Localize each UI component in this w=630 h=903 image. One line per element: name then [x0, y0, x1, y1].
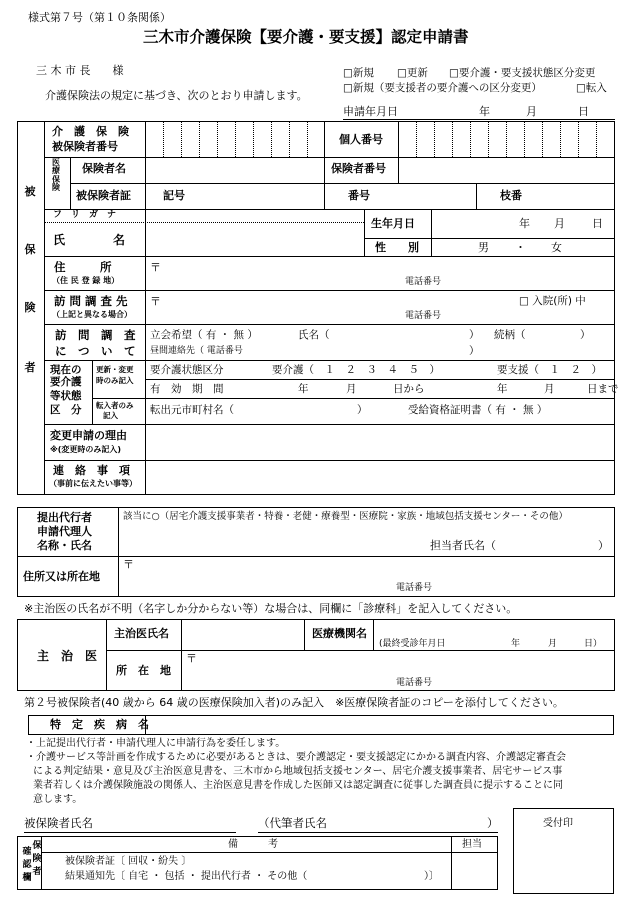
- survey-label: 訪 問 調 査: [55, 328, 136, 342]
- confirm-side-1: 確: [22, 847, 32, 857]
- result-destination[interactable]: 結果通知先〔 自宅 ・ 包括 ・ 提出代行者 ・ その他（: [65, 871, 308, 882]
- current-status-label-3: 等状態: [50, 390, 82, 402]
- consent-line-3: による判定結果・意見及び主治医意見書を、三木市から地域包括支援センター、居宅介護支援事業者、居宅サービス事: [33, 766, 563, 777]
- side-label-ken: 険: [24, 301, 36, 314]
- disease-label: 特 定 疾 病 名: [50, 718, 149, 731]
- consent-line-4: 業者若しくは介護保険施設の関係人、主治医意見書を作成した医師又は認定調査に従事した調査員に提示することに同: [33, 780, 563, 791]
- number-label: 番号: [348, 189, 370, 202]
- medical-side-label: 医療保険: [52, 158, 60, 193]
- care-need-options[interactable]: 要介護（ １ ２ ３ ４ ５ ）: [272, 364, 440, 376]
- doctor-phone: 電話番号: [396, 678, 433, 688]
- hospital-checkbox[interactable]: □ 入院(所) 中: [519, 295, 586, 307]
- last-visit-label: (最終受診年月日: [379, 639, 446, 649]
- certificate-option[interactable]: 受給資格証明書（ 有 ・ 無 ）: [408, 404, 548, 416]
- location-label: 所 在 地: [116, 664, 171, 677]
- validity-month-2: 月: [544, 383, 555, 395]
- doctor-name-label: 主治医氏名: [114, 627, 169, 640]
- card-status[interactable]: 被保険者証〔 回収・紛失 〕: [65, 856, 192, 867]
- option-new-support[interactable]: □新規（要支援者の要介護への区分変更）: [343, 82, 542, 94]
- address-note: （住 民 登 録 地）: [52, 276, 120, 285]
- staff-header: 担当: [462, 839, 482, 850]
- origin-label: 転出元市町村名（: [150, 404, 234, 416]
- agent-address-label: 住所又は所在地: [23, 570, 100, 583]
- proxy-signature-close: ）: [487, 816, 499, 830]
- renewal-note-2: 時のみ記入: [96, 376, 134, 385]
- personal-number-label: 個人番号: [339, 133, 383, 146]
- option-new[interactable]: □新規: [343, 67, 374, 79]
- address-label: 住 所: [54, 260, 112, 274]
- agent-label-2: 申請代理人: [37, 525, 92, 538]
- visit-postal: 〒: [150, 295, 161, 308]
- address-postal: 〒: [150, 261, 161, 274]
- insured-card-label: 被保険者証: [76, 189, 131, 202]
- reason-note: ※(変更時のみ記入): [50, 445, 122, 454]
- validity-year-2: 年: [497, 383, 508, 395]
- transfer-note-2: 記入: [103, 411, 118, 420]
- validity-year-1: 年: [298, 383, 309, 395]
- validity-month-1: 月: [346, 383, 357, 395]
- sex-dot: ・: [515, 241, 526, 254]
- side-label-hi: 被: [24, 185, 36, 198]
- reason-label: 変更申請の理由: [50, 429, 127, 442]
- daytime-contact: 昼間連絡先（ 電話番号: [150, 346, 243, 356]
- insurer-name-label: 保険者名: [82, 162, 126, 175]
- confirm-side-5: 険: [32, 854, 42, 864]
- confirm-side-2: 認: [22, 860, 32, 870]
- date-label: 申請年月日: [343, 105, 398, 118]
- renewal-note: 更新・変更: [96, 365, 134, 374]
- birth-day: 日: [592, 217, 603, 230]
- page-title: 三木市介護保険【要介護・要支援】認定申請書: [143, 28, 469, 46]
- form-number: 様式第７号（第１０条関係）: [28, 11, 171, 24]
- visit-note: （上記と異なる場合）: [52, 310, 132, 319]
- option-renewal[interactable]: □更新: [397, 67, 428, 79]
- agent-label-1: 提出代行者: [37, 511, 92, 524]
- validity-label: 有 効 期 間: [150, 383, 224, 395]
- validity-day-1: 日から: [393, 383, 425, 395]
- birth-month: 月: [554, 217, 565, 230]
- addressee: 三 木 市 長 様: [36, 64, 124, 77]
- doctor-postal: 〒: [186, 652, 197, 665]
- date-month: 月: [526, 105, 537, 118]
- attend-name: 氏名（: [298, 329, 330, 341]
- remarks-header: 備 考: [228, 839, 278, 850]
- visit-label: 訪 問 調 査 先: [54, 294, 128, 308]
- last-visit-year: 年: [511, 639, 521, 649]
- agent-staff-close: ）: [598, 539, 609, 552]
- side-label-ho: 保: [24, 243, 36, 256]
- survey-label-2: に つ い て: [55, 344, 136, 358]
- current-status-label-4: 区 分: [50, 404, 82, 416]
- daytime-close: ）: [469, 345, 480, 357]
- consent-line-1: ・上記提出代行者・申請代理人に申請行為を委任します。: [26, 738, 286, 749]
- result-destination-close: ）〕: [424, 871, 439, 882]
- insurance-number-label: 介 護 保 険: [52, 125, 129, 138]
- confirm-side-4: 保: [32, 841, 42, 851]
- care-level-label: 要介護状態区分: [150, 364, 224, 376]
- attend-name-close: ）: [469, 329, 480, 341]
- agent-postal: 〒: [123, 558, 134, 571]
- validity-day-2: 日まで: [587, 383, 619, 395]
- second-insured-note: 第２号被保険者(40 歳から 64 歳の医療保険加入者)のみ記入 ※医療保険者証のコピーを添付してください。: [24, 696, 564, 709]
- confirm-side-3: 欄: [22, 873, 32, 883]
- symbol-label: 記号: [163, 189, 185, 202]
- insurer-number-label: 保険者番号: [331, 162, 386, 175]
- reception-stamp-label: 受付印: [543, 818, 573, 829]
- agent-staff-label: 担当者氏名（: [430, 539, 496, 552]
- consent-line-2: ・介護サービス等計画を作成するために必要があるときは、要介護認定・要支援認定にかかる調査内容、介護認定審査会: [26, 752, 566, 763]
- name-label: 氏 名: [53, 233, 126, 247]
- insurance-number-label-2: 被保険者番号: [52, 140, 118, 153]
- contact-label: 連 絡 事 項: [53, 464, 130, 477]
- agent-type-check[interactable]: 該当に○（居宅介護支援事業者・特養・老健・療養型・医療院・家族・地域包括支援センター・その他）: [123, 511, 568, 522]
- current-status-label-2: 要介護: [50, 376, 82, 388]
- statement: 介護保険法の規定に基づき、次のとおり申請します。: [45, 89, 308, 102]
- confirm-side-6: 者: [32, 867, 42, 877]
- consent-line-5: 意します。: [33, 794, 83, 805]
- visit-phone: 電話番号: [405, 311, 442, 321]
- sex-male[interactable]: 男: [478, 241, 489, 254]
- sex-female[interactable]: 女: [551, 241, 562, 254]
- current-status-label-1: 現在の: [50, 364, 82, 376]
- attend-wish[interactable]: 立会希望（ 有 ・ 無 ）: [150, 329, 258, 341]
- agent-phone: 電話番号: [396, 583, 433, 593]
- doctor-label: 主 治 医: [37, 649, 98, 663]
- relation-label: 続柄（: [494, 329, 526, 341]
- address-phone: 電話番号: [405, 277, 442, 287]
- date-underline: [343, 119, 615, 120]
- support-options[interactable]: 要支援（ １ ２ ）: [497, 364, 602, 376]
- contact-note: （事前に伝えたい事等）: [49, 479, 137, 488]
- birth-year: 年: [519, 217, 530, 230]
- option-transfer[interactable]: □転入: [576, 82, 607, 94]
- origin-close: ）: [357, 404, 368, 416]
- insured-signature-label: 被保険者氏名: [24, 816, 93, 830]
- date-day: 日: [578, 105, 589, 118]
- agent-label-3: 名称・氏名: [37, 539, 92, 552]
- option-change[interactable]: □要介護・要支援状態区分変更: [449, 67, 596, 79]
- relation-close: ）: [580, 329, 591, 341]
- institution-label: 医療機関名: [312, 627, 367, 640]
- last-visit-day: 日）: [584, 639, 603, 649]
- doctor-name-note: ※主治医の氏名が不明（名字しか分からない等）な場合は、同欄に「診療科」を記入してください。: [24, 602, 518, 615]
- date-year: 年: [479, 105, 490, 118]
- birth-label: 生年月日: [371, 217, 415, 230]
- last-visit-month: 月: [548, 639, 558, 649]
- sex-label: 性 別: [375, 241, 419, 254]
- branch-label: 枝番: [500, 189, 522, 202]
- furigana-label: フ リ ガ ナ: [53, 210, 117, 220]
- proxy-signature-label: （代筆者氏名: [258, 816, 327, 830]
- side-label-sha: 者: [24, 361, 36, 374]
- transfer-note: 転入者のみ: [96, 401, 134, 410]
